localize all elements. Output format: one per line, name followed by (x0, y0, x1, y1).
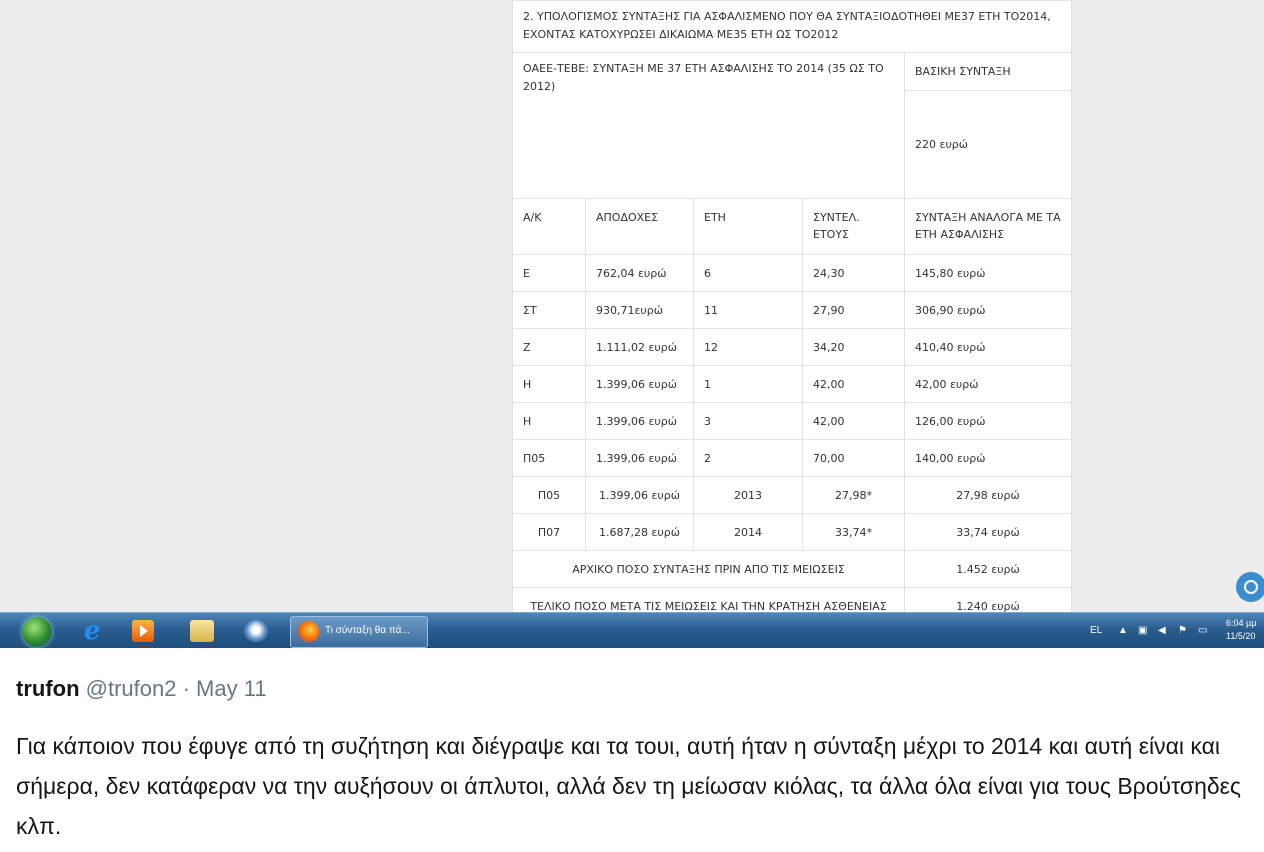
header-eti: ΕΤΗ (694, 199, 803, 255)
cell: 70,00 (803, 440, 905, 477)
cell: 6 (694, 255, 803, 292)
table-row (513, 477, 1072, 514)
cell: Π07 (513, 514, 586, 551)
settings-fab-icon[interactable] (1236, 572, 1264, 602)
firefox-icon (297, 621, 319, 643)
cell: 1.399,06 ευρώ (586, 366, 694, 403)
cell: 27,90 (803, 292, 905, 329)
taskbar-window-label: Τι σύνταξη θα πά... (325, 625, 410, 636)
cell: Ζ (513, 329, 586, 366)
action-center-flag-icon[interactable]: ⚑ (1178, 625, 1187, 636)
table-row (513, 292, 1072, 329)
separator: · (176, 676, 197, 701)
internet-explorer-icon[interactable]: e (84, 616, 101, 646)
table-title: 2. ΥΠΟΛΟΓΙΣΜΟΣ ΣΥΝΤΑΞΗΣ ΓΙΑ ΑΣΦΑΛΙΣΜΕΝΟ ΠΟΥ ΘΑ ΣΥΝΤΑΞΙΟΔΟΤΗΘΕΙ ΜΕ37 ΕΤΗ ΤΟ2014, ΕΧΟΝΤΑΣ ΚΑΤΟΧΥΡΩΣΕΙ ΔΙΚΑΙΩΜΑ ΜΕ35 ΕΤΗ ΩΣ ΤΟ2012 (513, 1, 1072, 53)
cell: 34,20 (803, 329, 905, 366)
header-apodoxes: ΑΠΟΔΟΧΕΣ (586, 199, 694, 255)
cell: 2 (694, 440, 803, 477)
final-amount-label: ΤΕΛΙΚΟ ΠΟΣΟ ΜΕΤΑ ΤΙΣ ΜΕΙΩΣΕΙΣ ΚΑΙ ΤΗΝ ΚΡΑΤΗΣΗ ΑΣΘΕΝΕΙΑΣ (513, 588, 905, 613)
table-row (513, 366, 1072, 403)
cell: 145,80 ευρώ (905, 255, 1072, 292)
cell: 12 (694, 329, 803, 366)
author-handle[interactable]: @trufon2 (85, 676, 177, 701)
tweet-date[interactable]: May 11 (196, 676, 267, 701)
thunderbird-icon[interactable] (244, 620, 268, 642)
cell: 42,00 ευρώ (905, 366, 1072, 403)
cell: 306,90 ευρώ (905, 292, 1072, 329)
initial-amount-value: 1.452 ευρώ (905, 551, 1072, 588)
cell: 2013 (694, 477, 803, 514)
table-row (513, 255, 1072, 292)
cell: Π05 (513, 477, 586, 514)
display-icon[interactable]: ▭ (1198, 625, 1208, 636)
system-tray (1090, 613, 1264, 648)
cell: 2014 (694, 514, 803, 551)
cell: 42,00 (803, 366, 905, 403)
cell: ΣΤ (513, 292, 586, 329)
initial-amount-label: ΑΡΧΙΚΟ ΠΟΣΟ ΣΥΝΤΑΞΗΣ ΠΡΙΝ ΑΠΟ ΤΙΣ ΜΕΙΩΣΕΙΣ (513, 551, 905, 588)
cell: 1.399,06 ευρώ (586, 440, 694, 477)
cell: 410,40 ευρώ (905, 329, 1072, 366)
cell: 1.399,06 ευρώ (586, 477, 694, 514)
cell: Π05 (513, 440, 586, 477)
final-amount-value: 1.240 ευρώ (905, 588, 1072, 613)
media-player-icon[interactable] (132, 620, 154, 642)
table-row (513, 403, 1072, 440)
cell: 11 (694, 292, 803, 329)
clock-date: 11/5/20 (1226, 631, 1256, 641)
cell: 3 (694, 403, 803, 440)
web-page (512, 0, 1072, 612)
cell: Η (513, 366, 586, 403)
table-row (513, 440, 1072, 477)
table-row (513, 514, 1072, 551)
file-explorer-icon[interactable] (190, 620, 214, 642)
header-syntaxi: ΣΥΝΤΑΞΗ ΑΝΑΛΟΓΑ ΜΕ ΤΑ ΕΤΗ ΑΣΦΑΛΙΣΗΣ (905, 199, 1072, 255)
cell: 27,98 ευρώ (905, 477, 1072, 514)
basic-pension-label: ΒΑΣΙΚΗ ΣΥΝΤΑΞΗ (905, 53, 1072, 91)
cell: 42,00 (803, 403, 905, 440)
cell: 1 (694, 366, 803, 403)
show-hidden-icons-icon[interactable]: ▲ (1118, 625, 1128, 636)
cell: 33,74* (803, 514, 905, 551)
cell: Ε (513, 255, 586, 292)
cell: 27,98* (803, 477, 905, 514)
tweet-text: Για κάποιον που έφυγε από τη συζήτηση και διέγραψε και τα τουι, αυτή ήταν η σύνταξη μέχρι το 2014 και αυτή είναι και σήμερα, δεν κατάφεραν να την αυξήσουν οι άπλυτοι, αλλά δεν τη μείωσαν κιόλας, τα άλλα όλα είναι για τους Βρούτσηδες κλπ. (16, 733, 1242, 839)
header-ak: Α/Κ (513, 199, 586, 255)
cell: Η (513, 403, 586, 440)
clock-time: 6:04 μμ (1226, 618, 1257, 628)
volume-icon[interactable]: ◀ (1158, 625, 1166, 636)
pension-table (512, 0, 1072, 612)
table-subtitle: ΟΑΕΕ-ΤΕΒΕ: ΣΥΝΤΑΞΗ ΜΕ 37 ΕΤΗ ΑΣΦΑΛΙΣΗΣ ΤΟ 2014 (35 ΩΣ ΤΟ 2012) (513, 53, 905, 199)
author-name[interactable]: trufon (16, 676, 80, 701)
cell: 1.399,06 ευρώ (586, 403, 694, 440)
cell: 1.111,02 ευρώ (586, 329, 694, 366)
taskbar (0, 612, 1264, 648)
start-orb-icon[interactable] (22, 617, 52, 647)
taskbar-firefox-window[interactable] (290, 616, 428, 648)
cell: 1.687,28 ευρώ (586, 514, 694, 551)
cell: 24,30 (803, 255, 905, 292)
cell: 140,00 ευρώ (905, 440, 1072, 477)
cell: 930,71ευρώ (586, 292, 694, 329)
cell: 126,00 ευρώ (905, 403, 1072, 440)
cell: 762,04 ευρώ (586, 255, 694, 292)
language-indicator[interactable]: EL (1090, 625, 1103, 636)
clock[interactable] (1226, 617, 1256, 643)
cell: 33,74 ευρώ (905, 514, 1072, 551)
tweet-author-line (16, 676, 267, 702)
header-syntelestis: ΣΥΝΤΕΛ. ΕΤΟΥΣ (803, 199, 905, 255)
table-row (513, 329, 1072, 366)
basic-pension-value: 220 ευρώ (905, 91, 1072, 199)
network-icon[interactable]: ▣ (1138, 625, 1148, 636)
